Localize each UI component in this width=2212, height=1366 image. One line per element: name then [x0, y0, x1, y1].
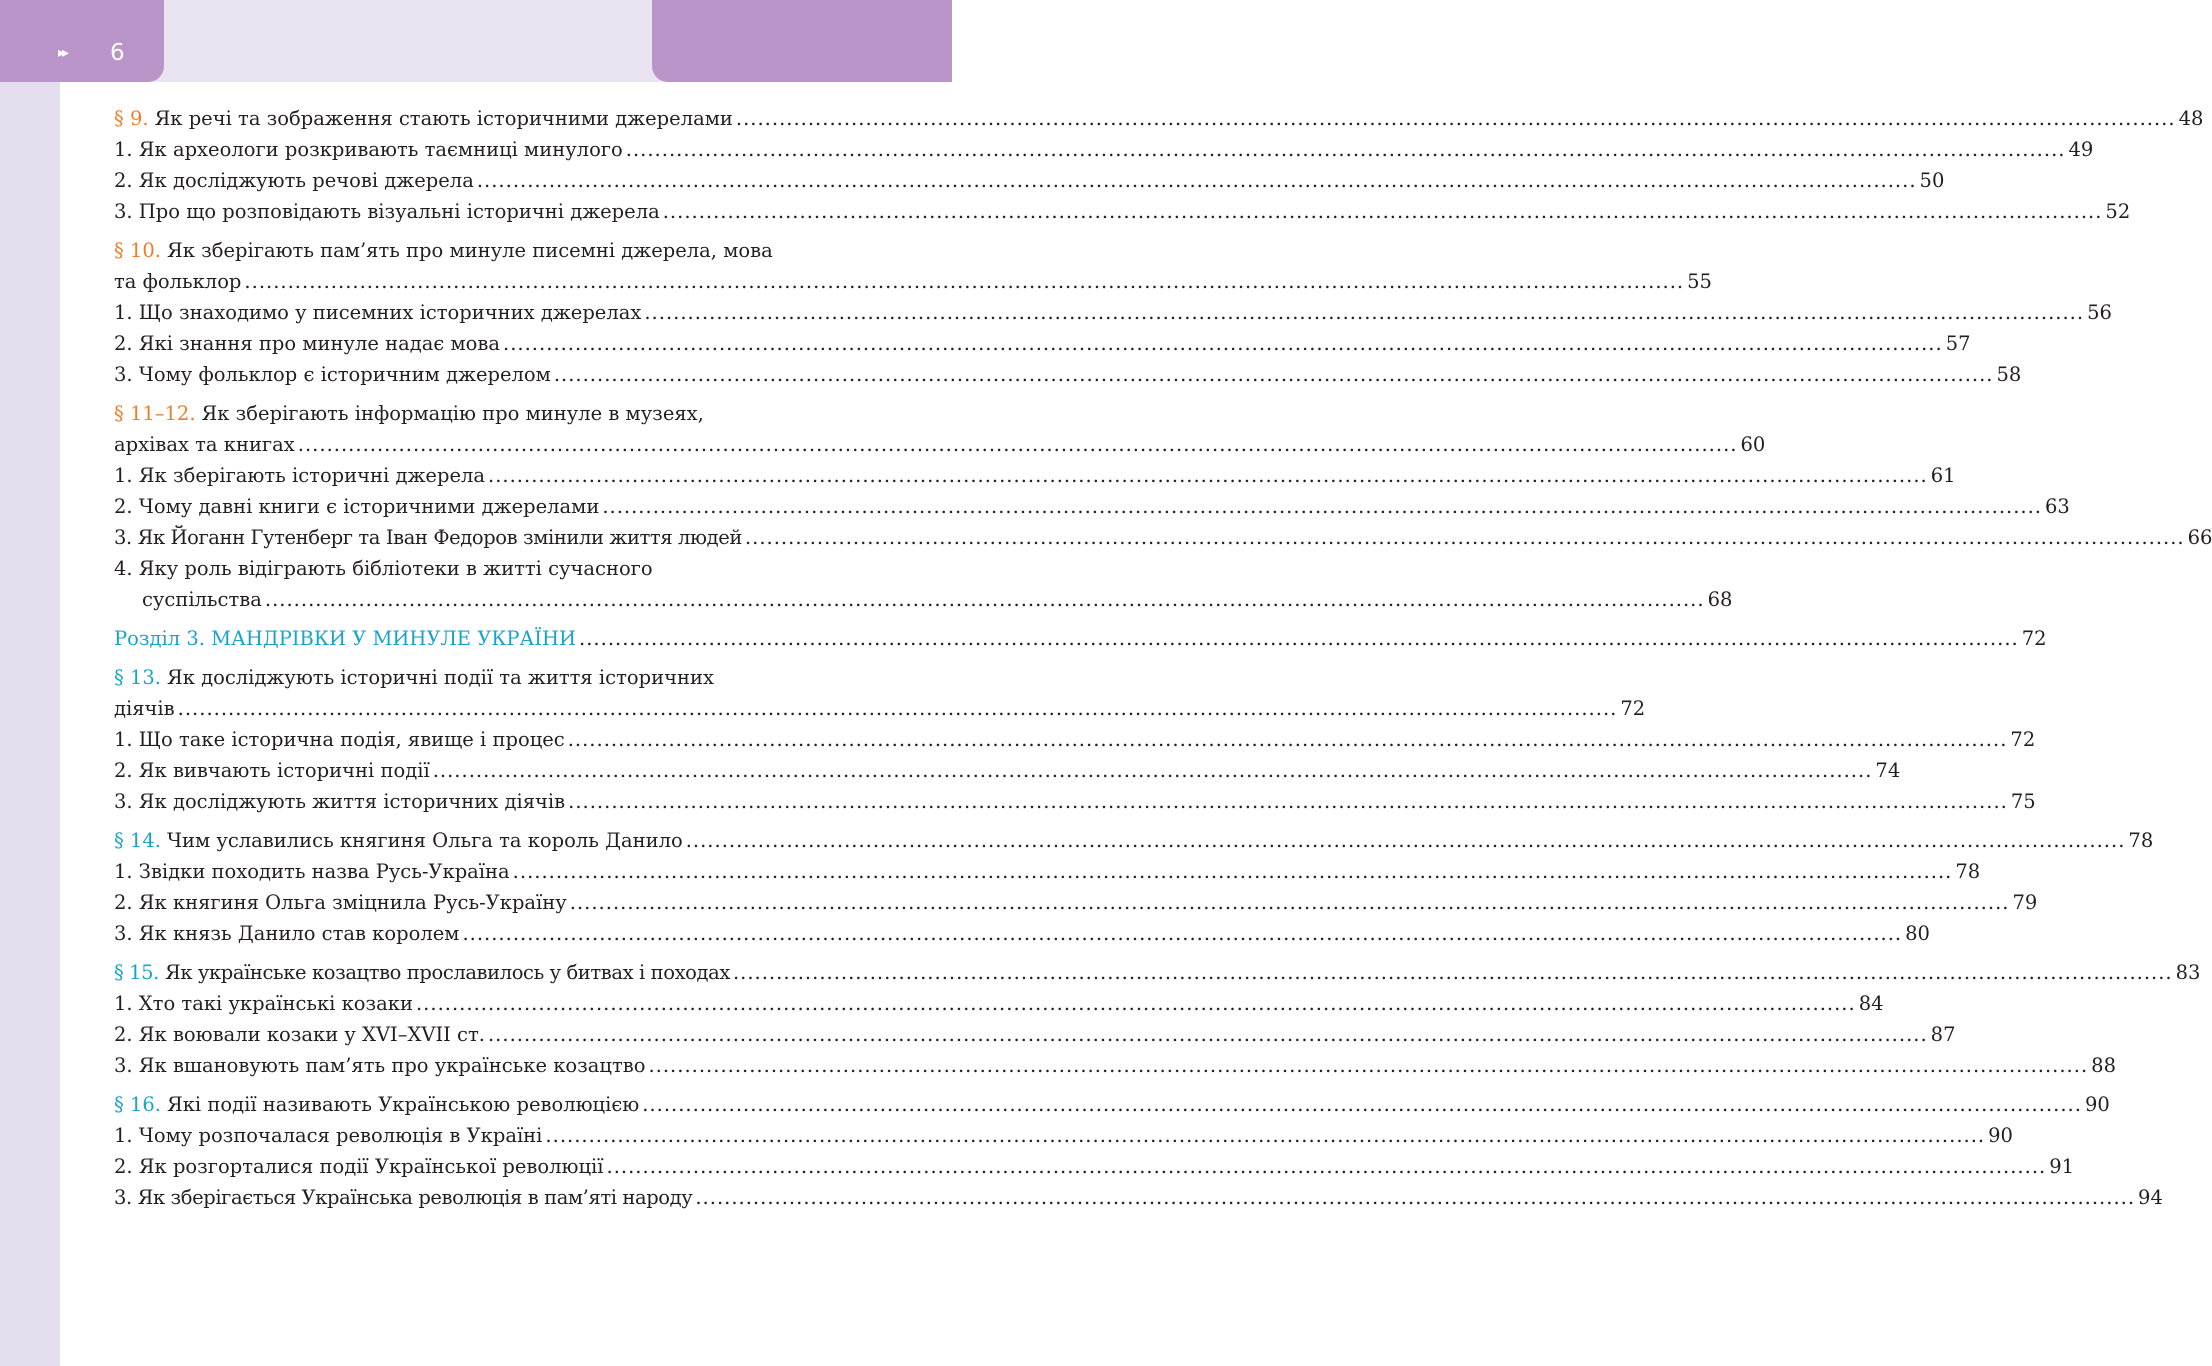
page-ref: 74: [1875, 759, 1901, 782]
subsection-title: 1. Звідки походить назва Русь-Україна: [114, 860, 510, 883]
page-ref: 48: [2178, 107, 2204, 130]
chapter-heading[interactable]: [114, 623, 2047, 654]
section-label: § 16.: [114, 1093, 161, 1116]
toc-entry[interactable]: [114, 693, 1646, 724]
page-ref: 90: [1988, 1124, 2013, 1147]
header-right-tab: [652, 0, 952, 82]
page-ref: 60: [1740, 433, 1766, 456]
page-ref: 78: [2128, 829, 2154, 852]
section-title-line[interactable]: [114, 235, 880, 266]
toc-entry[interactable]: [114, 856, 1981, 887]
toc-entry[interactable]: [114, 988, 1884, 1019]
section-9: [114, 103, 2204, 227]
toc-entry[interactable]: [114, 1050, 2116, 1081]
section-title: Як досліджують історичні події та життя історичних: [166, 666, 714, 689]
toc-entry[interactable]: [114, 1019, 1956, 1050]
page-ref: 94: [2138, 1186, 2163, 1209]
page-ref: 88: [2091, 1054, 2116, 1077]
toc-entry[interactable]: [114, 429, 1766, 460]
section-title: Чим уславились княгиня Ольга та король Данило: [166, 829, 683, 852]
subsection-title-cont: суспільства: [142, 588, 262, 611]
chapter-title: Розділ 3. МАНДРІВКИ У МИНУЛЕ УКРАЇНИ: [114, 627, 577, 650]
page-ref: 75: [2010, 790, 2036, 813]
subsection-title: 2. Як княгиня Ольга зміцнила Русь-Україну: [114, 891, 567, 914]
section-title-cont: та фольклор: [114, 270, 242, 293]
toc-entry[interactable]: [114, 918, 1930, 949]
section-14: [114, 825, 2154, 949]
toc-entry[interactable]: [114, 825, 2154, 856]
dot-leader: ........................................................................................................................................................................................................: [662, 200, 2103, 223]
dot-leader: ........................................................................................................................................................................................................: [602, 495, 2043, 518]
toc-entry[interactable]: [114, 134, 2094, 165]
page-ref: 91: [2049, 1155, 2075, 1178]
subsection-title: 1. Чому розпочалася революція в Україні: [114, 1124, 543, 1147]
toc-entry[interactable]: [114, 1151, 2075, 1182]
toc-entry[interactable]: [114, 1089, 2110, 1120]
toc-entry[interactable]: [114, 103, 2204, 134]
dot-leader: ........................................................................................................................................................................................................: [432, 759, 1873, 782]
subsection-title-line[interactable]: [114, 553, 880, 584]
page-ref: 84: [1858, 992, 1884, 1015]
toc-entry[interactable]: [114, 1182, 2163, 1213]
toc-entry[interactable]: [114, 491, 2070, 522]
dot-leader: ........................................................................................................................................................................................................: [569, 891, 2010, 914]
subsection-title: 3. Про що розповідають візуальні історичні джерела: [114, 200, 660, 223]
page-ref: 68: [1707, 588, 1733, 611]
section-label: § 10.: [114, 239, 161, 262]
table-of-contents: [114, 103, 2212, 1221]
dot-leader: ........................................................................................................................................................................................................: [476, 169, 1917, 192]
page-ref: 80: [1905, 922, 1930, 945]
section-title: Як зберігають інформацію про минуле в музеях,: [201, 402, 704, 425]
page-ref: 57: [1945, 332, 1971, 355]
section-label: § 9.: [114, 107, 149, 130]
section-title: Як українське козацтво прославилось у битвах і походах: [164, 961, 730, 984]
toc-entry[interactable]: [114, 584, 1733, 615]
page-ref: 79: [2012, 891, 2038, 914]
page-ref: 78: [1955, 860, 1981, 883]
page-ref: 72: [2021, 627, 2047, 650]
subsection-title: 3. Як зберігається Українська революція в пам’яті народу: [114, 1186, 693, 1209]
section-title: Як зберігають пам’ять про минуле писемні джерела, мова: [166, 239, 773, 262]
toc-entry[interactable]: [114, 460, 1956, 491]
dot-leader: ........................................................................................................................................................................................................: [244, 270, 1685, 293]
dot-leader: ........................................................................................................................................................................................................: [545, 1124, 1986, 1147]
dot-leader: ........................................................................................................................................................................................................: [177, 697, 1618, 720]
dot-leader: ........................................................................................................................................................................................................: [685, 829, 2126, 852]
page-number-tab: [0, 0, 164, 82]
subsection-title: 2. Як досліджують речові джерела: [114, 169, 474, 192]
section-title-line[interactable]: [114, 398, 880, 429]
dot-leader: ........................................................................................................................................................................................................: [487, 1023, 1928, 1046]
section-10: [114, 235, 2112, 390]
dot-leader: ........................................................................................................................................................................................................: [503, 332, 1943, 355]
subsection-title: 3. Чому фольклор є історичним джерелом: [114, 363, 551, 386]
page-ref: 49: [2068, 138, 2094, 161]
dot-leader: ........................................................................................................................................................................................................: [744, 526, 2185, 549]
left-margin-strip: [0, 0, 60, 1366]
toc-entry[interactable]: [114, 957, 2201, 988]
section-label: § 14.: [114, 829, 161, 852]
section-label: § 13.: [114, 666, 161, 689]
page-ref: 72: [2010, 728, 2036, 751]
dot-leader: ........................................................................................................................................................................................................: [488, 464, 1928, 487]
page-ref: 50: [1919, 169, 1945, 192]
dot-leader: ........................................................................................................................................................................................................: [297, 433, 1738, 456]
chapter-3: [114, 623, 2047, 654]
dot-leader: ........................................................................................................................................................................................................: [264, 588, 1705, 611]
section-label: § 11–12.: [114, 402, 196, 425]
dot-leader: ........................................................................................................................................................................................................: [695, 1186, 2136, 1209]
toc-entry[interactable]: [114, 328, 1971, 359]
page-ref: 52: [2105, 200, 2131, 223]
dot-leader: ........................................................................................................................................................................................................: [735, 107, 2176, 130]
subsection-title: 2. Як воювали козаки у XVI–XVII ст.: [114, 1023, 485, 1046]
page-ref: 72: [1620, 697, 1646, 720]
toc-entry[interactable]: [114, 196, 2131, 227]
section-label: § 15.: [114, 961, 159, 984]
page-ref: 58: [1996, 363, 2022, 386]
toc-entry[interactable]: [114, 755, 1901, 786]
toc-entry[interactable]: [114, 522, 2212, 553]
section-title-cont: діячів: [114, 697, 175, 720]
section-13: [114, 662, 2036, 817]
subsection-title: 2. Як вивчають історичні події: [114, 759, 430, 782]
subsection-title: 3. Як досліджують життя історичних діячів: [114, 790, 566, 813]
dot-leader: ........................................................................................................................................................................................................: [606, 1155, 2047, 1178]
page-ref: 55: [1687, 270, 1712, 293]
dot-leader: ........................................................................................................................................................................................................: [625, 138, 2066, 161]
dot-leader: ........................................................................................................................................................................................................: [512, 860, 1953, 883]
dot-leader: ........................................................................................................................................................................................................: [568, 790, 2008, 813]
page-ref: 61: [1930, 464, 1956, 487]
subsection-title: 2. Які знання про минуле надає мова: [114, 332, 500, 355]
dot-leader: ........................................................................................................................................................................................................: [732, 961, 2173, 984]
subsection-title: 2. Чому давні книги є історичними джерелами: [114, 495, 600, 518]
subsection-title: 1. Як археологи розкривають таємниці минулого: [114, 138, 623, 161]
subsection-title: 1. Хто такі українські козаки: [114, 992, 413, 1015]
page-ref: 63: [2045, 495, 2070, 518]
section-16: [114, 1089, 2163, 1213]
subsection-title: 1. Як зберігають історичні джерела: [114, 464, 486, 487]
subsection-title: 3. Як вшановують пам’ять про українське козацтво: [114, 1054, 646, 1077]
dot-leader: ........................................................................................................................................................................................................: [567, 728, 2008, 751]
section-15: [114, 957, 2201, 1081]
page-ref: 90: [2084, 1093, 2110, 1116]
dot-leader: ........................................................................................................................................................................................................: [644, 301, 2085, 324]
dot-leader: ........................................................................................................................................................................................................: [553, 363, 1994, 386]
page-ref: 83: [2175, 961, 2201, 984]
toc-entry[interactable]: [114, 786, 2036, 817]
toc-entry[interactable]: [114, 887, 2038, 918]
toc-entry[interactable]: [114, 165, 1945, 196]
dot-leader: ........................................................................................................................................................................................................: [648, 1054, 2089, 1077]
toc-entry[interactable]: [114, 724, 2036, 755]
toc-entry[interactable]: [114, 266, 1712, 297]
dot-leader: ........................................................................................................................................................................................................: [462, 922, 1903, 945]
toc-entry[interactable]: [114, 297, 2112, 328]
subsection-title: 3. Як Йоганн Гутенберг та Іван Федоров змінили життя людей: [114, 526, 742, 549]
double-arrow-icon: ▸▸: [58, 45, 67, 61]
page-ref: 56: [2087, 301, 2112, 324]
subsection-title: 3. Як князь Данило став королем: [114, 922, 460, 945]
section-title: Як речі та зображення стають історичними джерелами: [154, 107, 733, 130]
page-ref: 87: [1930, 1023, 1956, 1046]
subsection-title: 4. Яку роль відіграють бібліотеки в житті сучасного: [114, 557, 653, 580]
section-title: Які події називають Українською революцією: [166, 1093, 640, 1116]
section-title-cont: архівах та книгах: [114, 433, 295, 456]
section-title-line[interactable]: [114, 662, 880, 693]
dot-leader: ........................................................................................................................................................................................................: [642, 1093, 2082, 1116]
toc-entry[interactable]: [114, 1120, 2013, 1151]
dot-leader: ........................................................................................................................................................................................................: [415, 992, 1856, 1015]
page-ref: 66: [2187, 526, 2212, 549]
subsection-title: 2. Як розгорталися події Української революції: [114, 1155, 604, 1178]
subsection-title: 1. Що таке історична подія, явище і процес: [114, 728, 565, 751]
section-11-12: [114, 398, 2212, 615]
dot-leader: ........................................................................................................................................................................................................: [579, 627, 2019, 650]
subsection-title: 1. Що знаходимо у писемних історичних джерелах: [114, 301, 642, 324]
toc-entry[interactable]: [114, 359, 2022, 390]
page-number: 6: [110, 40, 125, 66]
